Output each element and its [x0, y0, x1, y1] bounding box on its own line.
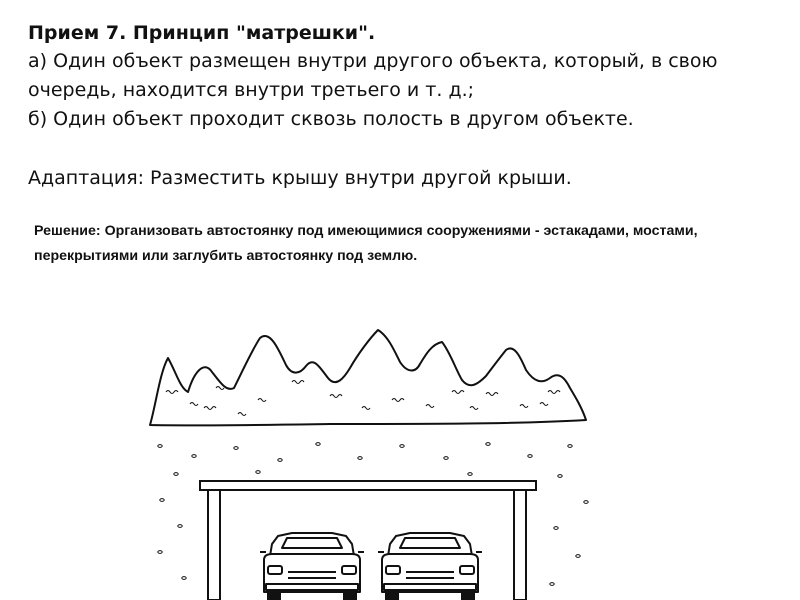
underground-parking-illustration — [140, 320, 600, 600]
parking-canopy — [200, 481, 536, 600]
point-b-line: б) Один объект проходит сквозь полость в другом объекте. — [28, 108, 634, 130]
adaptation-text: Адаптация: Разместить крышу внутри другой крыши. — [28, 167, 572, 189]
canopy-post-right — [514, 490, 526, 600]
point-a-line-1: а) Один объект размещен внутри другого объекта, который, в свою — [28, 50, 718, 72]
canopy-roof — [200, 481, 536, 490]
canopy-post-left — [208, 490, 220, 600]
car-right — [378, 533, 482, 600]
solution-text: Решение: Организовать автостоянку под имеющимися сооружениями - эстакадами, мостами, перекрытиями или заглубить автостоянку под землю. — [34, 223, 698, 264]
point-a-line-2: очередь, находится внутри третьего и т. д.; — [28, 79, 475, 101]
slide-title: Прием 7. Принцип "матрешки". — [28, 22, 376, 44]
hills-outline — [150, 330, 586, 425]
car-left — [260, 533, 364, 600]
